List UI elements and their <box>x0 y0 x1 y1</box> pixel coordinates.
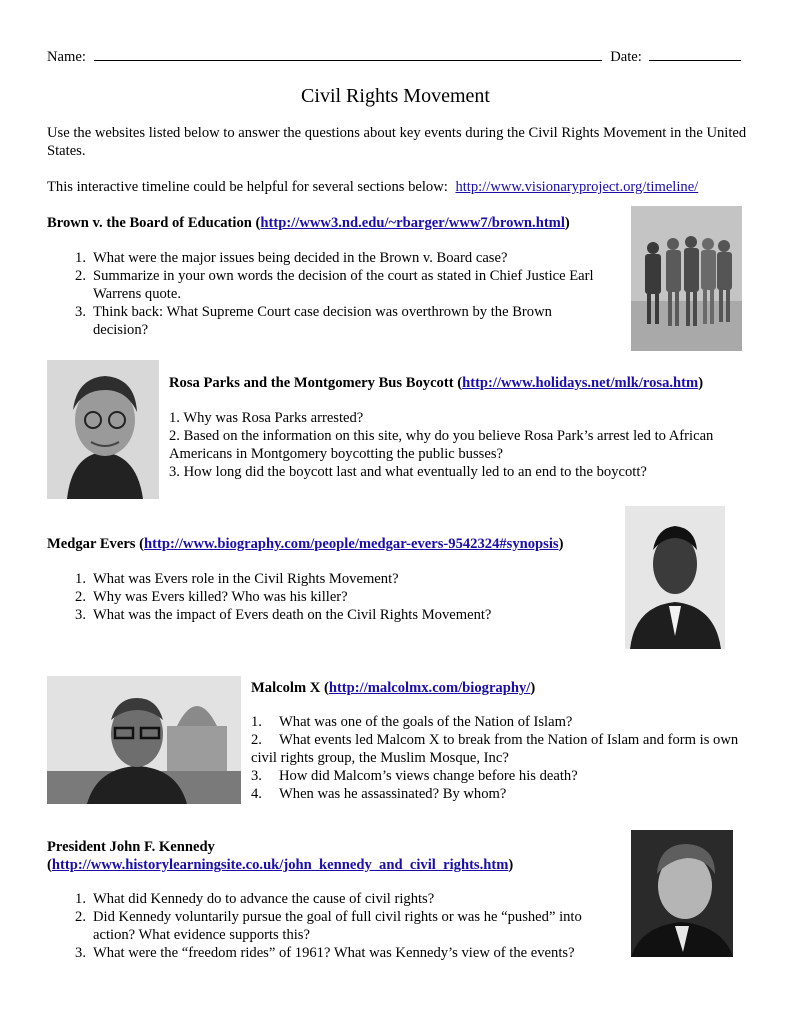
evers-link[interactable]: http://www.biography.com/people/medgar-evers-9542324#synopsis <box>144 536 559 552</box>
list-item: 2. Why was Evers killed? Who was his killer? <box>75 589 348 605</box>
evers-portrait-image <box>625 506 725 649</box>
rosa-title: Rosa Parks and the Montgomery Bus Boycott <box>169 375 454 391</box>
list-item: 1. What was Evers role in the Civil Rights Movement? <box>75 571 399 587</box>
malcolm-heading: Malcolm X (http://malcolmx.com/biography/) <box>251 680 536 696</box>
rosa-link[interactable]: http://www.holidays.net/mlk/rosa.htm <box>462 375 699 391</box>
children-group-image <box>631 206 742 351</box>
brown-questions <box>64 249 609 339</box>
brown-children-photo <box>631 206 742 351</box>
evers-questions <box>64 570 609 624</box>
kennedy-portrait-image <box>631 830 733 957</box>
page-title: Civil Rights Movement <box>301 85 490 107</box>
list-item: 1. Why was Rosa Parks arrested? <box>169 410 364 426</box>
malcolm-x-photo <box>47 676 241 804</box>
rosa-portrait-image <box>47 360 159 499</box>
timeline-line <box>47 178 767 196</box>
malcolm-title: Malcolm X <box>251 680 321 696</box>
list-item: 3. What was the impact of Evers death on the Civil Rights Movement? <box>75 607 492 623</box>
list-item: 4. When was he assassinated? By whom? <box>251 786 507 802</box>
list-item: 3. What were the “freedom rides” of 1961? What was Kennedy’s view of the events? <box>75 945 575 961</box>
malcolm-portrait-image <box>47 676 241 804</box>
timeline-text: This interactive timeline could be helpful for several sections below: <box>47 179 448 195</box>
evers-heading: Medgar Evers (http://www.biography.com/people/medgar-evers-9542324#synopsis) <box>47 536 564 552</box>
malcolm-link[interactable]: http://malcolmx.com/biography/ <box>328 680 531 696</box>
list-item: 2. Summarize in your own words the decision of the court as stated in Chief Justice Earl Warrens quote. <box>75 268 594 302</box>
header-row <box>47 46 747 66</box>
kennedy-questions <box>64 890 616 962</box>
list-item: 1. What were the major issues being decided in the Brown v. Board case? <box>75 250 508 266</box>
list-item: 1. What did Kennedy do to advance the cause of civil rights? <box>75 891 435 907</box>
name-label: Name: <box>47 49 86 65</box>
kennedy-title: President John F. Kennedy <box>47 839 215 855</box>
kennedy-link[interactable]: http://www.historylearningsite.co.uk/john_kennedy_and_civil_rights.htm <box>51 857 509 873</box>
rosa-parks-photo <box>47 360 159 499</box>
list-item: 3. How did Malcom’s views change before his death? <box>251 768 578 784</box>
list-item: 3. How long did the boycott last and what eventually led to an end to the boycott? <box>169 464 647 480</box>
list-item: 2. What events led Malcom X to break from the Nation of Islam and form is own civil rights group, the Muslim Mosque, Inc? <box>251 732 739 766</box>
evers-title: Medgar Evers <box>47 536 136 552</box>
date-label: Date: <box>610 49 642 65</box>
rosa-questions <box>169 409 729 481</box>
list-item: 2. Did Kennedy voluntarily pursue the goal of full civil rights or was he “pushed” into action? What evidence supports this? <box>75 909 582 943</box>
rosa-heading: Rosa Parks and the Montgomery Bus Boycott (http://www.holidays.net/mlk/rosa.htm) <box>169 375 704 391</box>
intro-text: Use the websites listed below to answer the questions about key events during the Civil Rights Movement in the United States. <box>47 125 747 159</box>
kennedy-heading: President John F. Kennedy (http://www.historylearningsite.co.uk/john_kennedy_and_civil_rights.htm) <box>47 838 617 874</box>
timeline-link[interactable]: http://www.visionaryproject.org/timeline/ <box>455 179 699 195</box>
brown-link[interactable]: http://www3.nd.edu/~rbarger/www7/brown.html <box>260 215 565 231</box>
kennedy-photo <box>631 830 733 957</box>
malcolm-questions <box>251 713 741 803</box>
brown-title: Brown v. the Board of Education <box>47 215 252 231</box>
list-item: 2. Based on the information on this site, why do you believe Rosa Park’s arrest led to African Americans in Montgomery boycotting the public busses? <box>169 428 714 462</box>
list-item: 1. What was one of the goals of the Nation of Islam? <box>251 714 573 730</box>
list-item: 3. Think back: What Supreme Court case decision was overthrown by the Brown decision? <box>75 304 552 338</box>
name-blank[interactable] <box>94 46 602 61</box>
brown-heading: Brown v. the Board of Education (http://www3.nd.edu/~rbarger/www7/brown.html) <box>47 215 570 231</box>
medgar-evers-photo <box>625 506 725 649</box>
date-blank[interactable] <box>649 46 741 61</box>
